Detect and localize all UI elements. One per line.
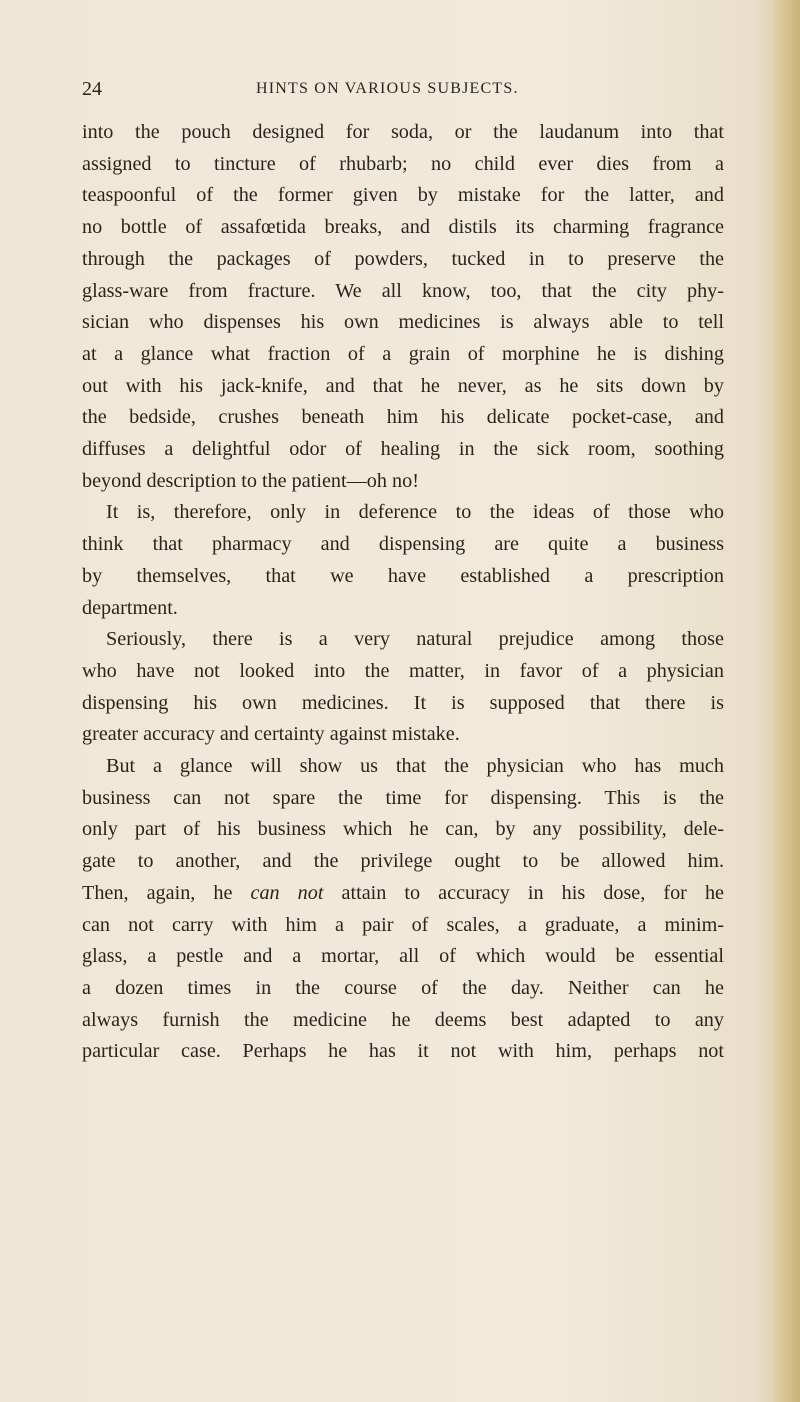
text-line: diffuses a delightful odor of healing in the sick room, soothing <box>82 438 724 461</box>
running-head: HINTS ON VARIOUS SUBJECTS. <box>256 80 519 97</box>
text-line: no bottle of assafœtida breaks, and distils its charming fragrance <box>82 216 724 239</box>
text-line: greater accuracy and certainty against mistake. <box>82 723 460 746</box>
text-line: assigned to tincture of rhubarb; no child ever dies from a <box>82 152 724 175</box>
text-line: gate to another, and the privilege ought to be allowed him. <box>82 850 724 873</box>
page-edge-shadow <box>772 0 800 1402</box>
text-line: beyond description to the patient—oh no! <box>82 469 419 492</box>
text-line: business can not spare the time for dispensing. This is the <box>82 786 724 809</box>
text-line: glass, a pestle and a mortar, all of which would be essential <box>82 945 724 968</box>
page-header <box>82 78 722 106</box>
text-line: who have not looked into the matter, in favor of a physician <box>82 659 724 682</box>
text-line: teaspoonful of the former given by mistake for the latter, and <box>82 184 724 207</box>
text-line: only part of his business which he can, by any possibility, dele- <box>82 818 724 841</box>
text-line: by themselves, that we have established a prescription <box>82 564 724 587</box>
text-line: think that pharmacy and dispensing are quite a business <box>82 533 724 556</box>
text-line: into the pouch designed for soda, or the laudanum into that <box>82 121 724 143</box>
text-line: It is, therefore, only in deference to the ideas of those who <box>106 501 724 524</box>
text-line: dispensing his own medicines. It is supposed that there is <box>82 691 724 714</box>
text-line: a dozen times in the course of the day. Neither can he <box>82 976 724 999</box>
text-line: through the packages of powders, tucked in to preserve the <box>82 247 724 270</box>
text-line: always furnish the medicine he deems best adapted to any <box>82 1008 724 1031</box>
text-line: But a glance will show us that the physician who has much <box>106 755 724 778</box>
text-line: glass-ware from fracture. We all know, too, that the city phy- <box>82 279 724 302</box>
text-line: can not carry with him a pair of scales, a graduate, a minim- <box>82 913 724 936</box>
page-number: 24 <box>82 78 102 100</box>
body-text <box>82 117 724 1068</box>
text-line: the bedside, crushes beneath him his delicate pocket-case, and <box>82 406 724 429</box>
text-line-with-italic: Then, again, he can not attain to accuracy in his dose, for he <box>82 881 724 904</box>
italic-emphasis: can not <box>250 881 324 904</box>
text-line: department. <box>82 596 178 619</box>
text-line: Seriously, there is a very natural prejudice among those <box>106 628 724 651</box>
text-line: at a glance what fraction of a grain of morphine he is dishing <box>82 342 724 365</box>
text-line: particular case. Perhaps he has it not with him, perhaps not <box>82 1040 724 1063</box>
text-line: out with his jack-knife, and that he never, as he sits down by <box>82 374 724 397</box>
text-line: sician who dispenses his own medicines is always able to tell <box>82 311 724 334</box>
